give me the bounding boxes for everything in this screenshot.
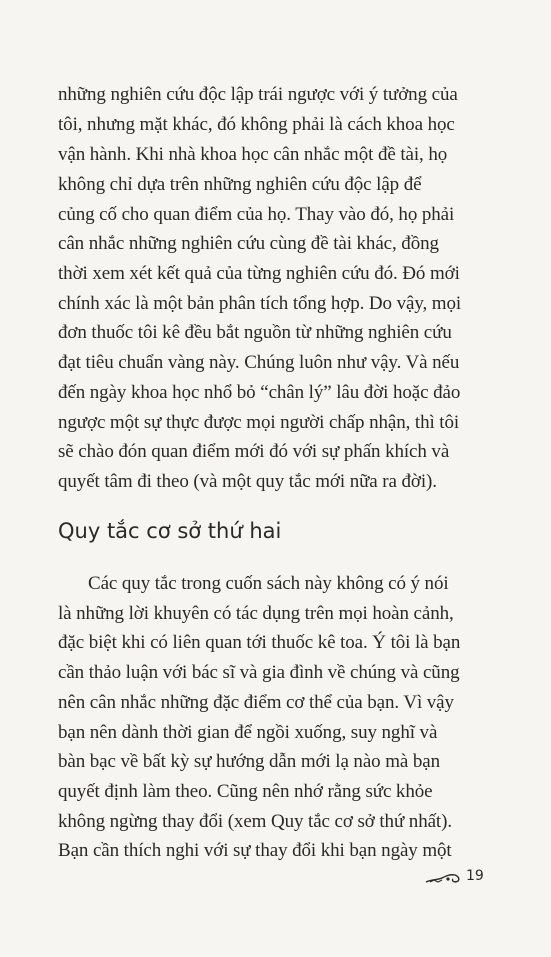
text-line: không ngừng thay đổi (xem Quy tắc cơ sở thứ nhất). <box>58 811 452 832</box>
text-line: những nghiên cứu độc lập trái ngược với ý tưởng của <box>58 84 458 105</box>
text-line: vận hành. Khi nhà khoa học cân nhắc một đề tài, họ <box>58 144 448 165</box>
text-line: chính xác là một bản phân tích tổng hợp. Do vậy, mọi <box>58 293 462 314</box>
footer-ornament-icon <box>424 870 464 886</box>
page-number: 19 <box>466 868 484 884</box>
text-line: bàn bạc về bất kỳ sự hướng dẫn mới lạ nào mà bạn <box>58 751 441 772</box>
text-line: củng cố cho quan điểm của họ. Thay vào đó, họ phải <box>58 204 455 225</box>
text-line: bạn nên dành thời gian để ngồi xuống, suy nghĩ và <box>58 722 438 743</box>
text-line: là những lời khuyên có tác dụng trên mọi hoàn cảnh, <box>58 603 454 624</box>
text-line: Bạn cần thích nghi với sự thay đổi khi bạn ngày một <box>58 840 452 861</box>
text-line: đạt tiêu chuẩn vàng này. Chúng luôn như vậy. Và nếu <box>58 352 460 373</box>
text-line: không chỉ dựa trên những nghiên cứu độc lập để <box>58 174 422 195</box>
text-line: đến ngày khoa học nhổ bỏ “chân lý” lâu đời hoặc đảo <box>58 382 461 403</box>
text-line: sẽ chào đón quan điểm mới đó với sự phấn khích và <box>58 441 450 462</box>
text-line: quyết tâm đi theo (và một quy tắc mới nữa ra đời). <box>58 471 437 492</box>
text-line: tôi, nhưng mặt khác, đó không phải là cách khoa học <box>58 114 455 135</box>
text-line: thời xem xét kết quả của từng nghiên cứu đó. Đó mới <box>58 263 460 284</box>
text-line: cần thảo luận với bác sĩ và gia đình về chúng và cũng <box>58 662 460 683</box>
text-line: Các quy tắc trong cuốn sách này không có ý nói <box>88 573 449 594</box>
text-line: nên cân nhắc những đặc điểm cơ thể của bạn. Vì vậy <box>58 692 454 713</box>
section-heading: Quy tắc cơ sở thứ hai <box>58 519 282 543</box>
text-line: đặc biệt khi có liên quan tới thuốc kê toa. Ý tôi là bạn <box>58 632 461 653</box>
text-line: đơn thuốc tôi kê đều bắt nguồn từ những nghiên cứu <box>58 322 452 343</box>
text-line: ngược một sự thực được mọi người chấp nhận, thì tôi <box>58 412 460 433</box>
text-line: cân nhắc những nghiên cứu cùng đề tài khác, đồng <box>58 233 439 254</box>
text-line: quyết định làm theo. Cũng nên nhớ rằng sức khỏe <box>58 781 433 802</box>
